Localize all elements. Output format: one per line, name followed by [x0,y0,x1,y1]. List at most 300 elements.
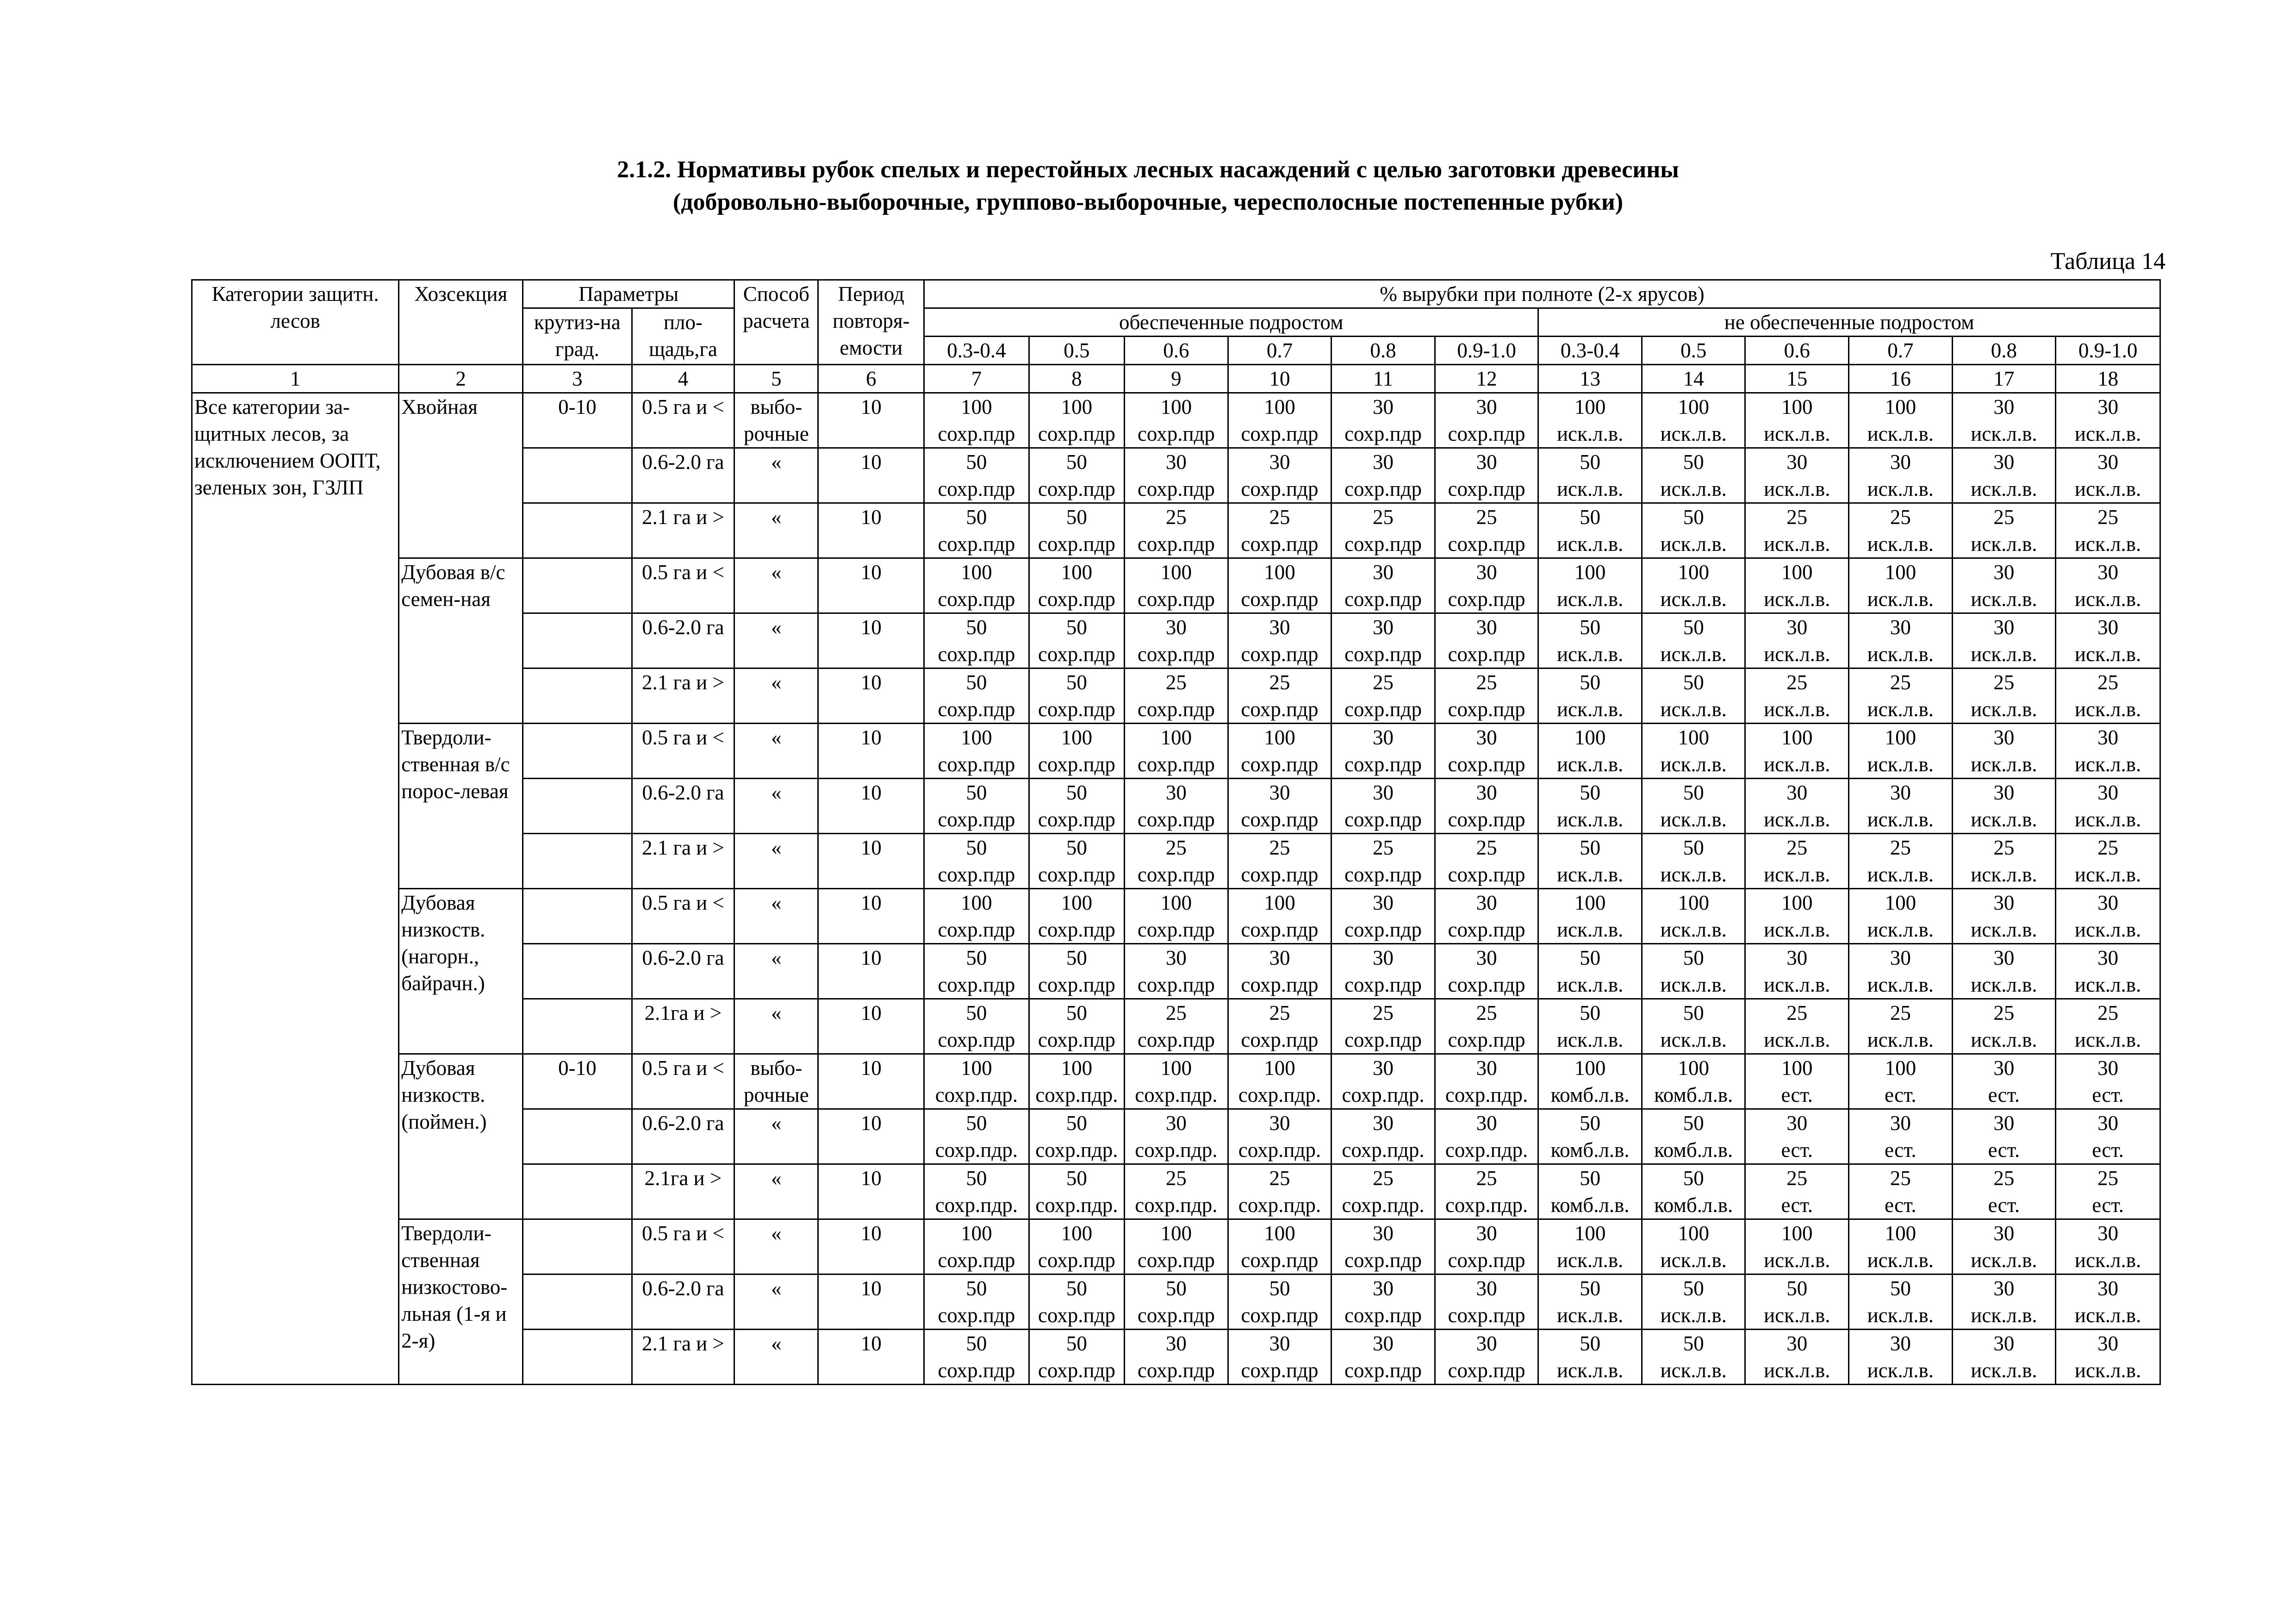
regeneration-method: сохр.пдр [1137,422,1215,445]
percent-cell [1228,393,1332,448]
percent-value: 30 [1993,1222,2015,1245]
percent-cell [1745,1109,1849,1164]
percent-value: 100 [1781,561,1813,584]
regeneration-method: сохр.пдр [1344,422,1422,445]
header-density: 0.5 [1029,337,1124,365]
percent-cell [1125,613,1228,668]
percent-cell [1029,668,1124,724]
regeneration-method: иск.л.в. [1556,753,1624,776]
percent-value: 25 [1993,671,2015,694]
percent-cell [1642,503,1745,558]
percent-value: 100 [1160,1222,1192,1245]
steepness-cell [523,503,632,558]
regeneration-method: ест. [1781,1138,1813,1162]
area-cell: 0.5 га и < [632,393,734,448]
percent-cell [1538,613,1642,668]
regeneration-method: иск.л.в. [1660,973,1727,996]
regeneration-method: иск.л.в. [1556,973,1624,996]
percent-cell [1435,503,1538,558]
percent-cell [1228,944,1332,999]
percent-cell [1228,668,1332,724]
regeneration-method: иск.л.в. [1764,477,1830,500]
percent-cell [1642,1109,1745,1164]
percent-cell [1228,779,1332,834]
percent-value: 50 [966,671,987,694]
steepness-cell [523,558,632,613]
steepness-cell [523,889,632,944]
percent-cell [1952,393,2056,448]
area-cell: 0.5 га и < [632,1219,734,1274]
percent-value: 25 [1786,1167,1808,1190]
percent-cell [1952,889,2056,944]
regeneration-method: ест. [1885,1138,1916,1162]
regeneration-method: иск.л.в. [1764,808,1830,831]
percent-cell [1952,834,2056,889]
method-cell: « [734,448,818,503]
percent-value: 50 [1683,1332,1704,1355]
percent-cell [1125,1054,1228,1109]
percent-value: 30 [1476,946,1497,969]
regeneration-method: сохр.пдр [1241,918,1319,941]
norms-table [191,279,2161,1385]
percent-cell [924,1054,1029,1109]
regeneration-method: сохр.пдр [1448,587,1525,611]
percent-value: 100 [1264,395,1295,418]
regeneration-method: ест. [1988,1138,2020,1162]
percent-cell [1538,999,1642,1054]
area-cell: 0.6-2.0 га [632,944,734,999]
percent-value: 30 [1993,891,2015,914]
percent-cell [1642,889,1745,944]
regeneration-method: иск.л.в. [1660,808,1727,831]
regeneration-method: сохр.пдр [1038,1028,1115,1051]
method-cell: выбо-рочные [734,393,818,448]
percent-cell [1538,1054,1642,1109]
percent-value: 25 [1476,836,1497,859]
regeneration-method: сохр.пдр [938,422,1015,445]
regeneration-method: сохр.пдр [1137,1028,1215,1051]
percent-value: 30 [2097,781,2119,804]
percent-cell [1642,1219,1745,1274]
percent-value: 25 [1890,1167,1911,1190]
percent-value: 30 [2097,395,2119,418]
regeneration-method: иск.л.в. [1764,698,1830,721]
regeneration-method: иск.л.в. [1764,918,1830,941]
area-cell: 0.5 га и < [632,558,734,613]
percent-cell [1029,448,1124,503]
regeneration-method: сохр.пдр [1137,698,1215,721]
percent-cell [1228,724,1332,779]
percent-value: 30 [2097,1056,2119,1080]
regeneration-method: иск.л.в. [1556,1359,1624,1382]
percent-value: 50 [966,450,987,474]
percent-cell [1125,1274,1228,1330]
method-cell: « [734,779,818,834]
regeneration-method: иск.л.в. [1556,422,1624,445]
regeneration-method: сохр.пдр [938,532,1015,556]
header-density: 0.9-1.0 [1435,337,1538,365]
regeneration-method: иск.л.в. [2074,918,2141,941]
percent-cell [1745,944,1849,999]
percent-cell [1435,1219,1538,1274]
regeneration-method: сохр.пдр. [1135,1138,1218,1162]
percent-cell [1538,393,1642,448]
percent-cell [1125,503,1228,558]
percent-value: 50 [1580,1332,1601,1355]
percent-value: 25 [1476,1001,1497,1024]
percent-cell [924,613,1029,668]
percent-value: 30 [1476,1112,1497,1135]
percent-value: 25 [1165,506,1187,529]
percent-value: 50 [1683,1001,1704,1024]
regeneration-method: сохр.пдр [1448,808,1525,831]
regeneration-method: иск.л.в. [2074,532,2141,556]
regeneration-method: иск.л.в. [1660,532,1727,556]
regeneration-method: иск.л.в. [2074,1304,2141,1327]
percent-value: 30 [1373,561,1394,584]
method-cell: « [734,889,818,944]
percent-value: 30 [1476,1222,1497,1245]
regeneration-method: сохр.пдр [1344,1359,1422,1382]
regeneration-method: сохр.пдр [1344,863,1422,886]
percent-value: 30 [1993,1332,2015,1355]
percent-value: 100 [1678,561,1709,584]
percent-value: 100 [1574,1056,1606,1080]
percent-value: 50 [1165,1277,1187,1300]
area-cell: 0.5 га и < [632,889,734,944]
regeneration-method: сохр.пдр [1241,1359,1319,1382]
percent-value: 30 [2097,1112,2119,1135]
regeneration-method: ест. [2092,1083,2124,1106]
percent-cell [2056,779,2160,834]
regeneration-method: иск.л.в. [2074,587,2141,611]
header-parameters: Параметры [523,280,734,308]
percent-value: 25 [1373,506,1394,529]
regeneration-method: иск.л.в. [1764,532,1830,556]
table-label: Таблица 14 [2050,248,2165,275]
percent-value: 50 [1683,616,1704,639]
steepness-cell [523,1109,632,1164]
regeneration-method: иск.л.в. [1867,1249,1934,1272]
percent-cell [1849,889,1953,944]
percent-value: 30 [1476,1056,1497,1080]
percent-cell [1435,393,1538,448]
regeneration-method: комб.л.в. [1550,1193,1630,1217]
regeneration-method: ест. [2092,1193,2124,1217]
percent-cell [1642,613,1745,668]
percent-cell [2056,503,2160,558]
percent-value: 100 [1678,726,1709,749]
percent-cell [1228,999,1332,1054]
percent-cell [2056,944,2160,999]
percent-cell [1125,999,1228,1054]
regeneration-method: иск.л.в. [1660,863,1727,886]
percent-cell [1332,944,1435,999]
regeneration-method: иск.л.в. [1971,1249,2037,1272]
percent-cell [1538,1219,1642,1274]
percent-cell [1642,1274,1745,1330]
percent-value: 100 [1574,726,1606,749]
percent-cell [1435,448,1538,503]
regeneration-method: иск.л.в. [1660,587,1727,611]
percent-value: 50 [966,506,987,529]
document-title: 2.1.2. Нормативы рубок спелых и перестойных лесных насаждений с целью заготовки древесины [617,156,1679,183]
area-cell: 0.6-2.0 га [632,1274,734,1330]
percent-value: 30 [1993,1277,2015,1300]
column-number: 12 [1435,365,1538,393]
regeneration-method: комб.л.в. [1550,1138,1630,1162]
regeneration-method: сохр.пдр [938,1359,1015,1382]
regeneration-method: иск.л.в. [2074,477,2141,500]
percent-value: 50 [1683,671,1704,694]
percent-cell [1435,724,1538,779]
percent-cell [1435,1054,1538,1109]
percent-cell [1849,393,1953,448]
regeneration-method: сохр.пдр [1038,477,1115,500]
percent-value: 25 [1373,1167,1394,1190]
regeneration-method: сохр.пдр [1448,918,1525,941]
percent-value: 30 [1890,946,1911,969]
percent-value: 30 [1269,781,1290,804]
percent-value: 100 [961,1056,992,1080]
percent-value: 50 [966,781,987,804]
regeneration-method: иск.л.в. [1556,532,1624,556]
percent-cell [1952,724,2056,779]
regeneration-method: иск.л.в. [1764,863,1830,886]
column-number: 15 [1745,365,1849,393]
regeneration-method: иск.л.в. [1971,477,2037,500]
regeneration-method: иск.л.в. [1764,1304,1830,1327]
percent-value: 50 [1683,836,1704,859]
regeneration-method: иск.л.в. [2074,1249,2141,1272]
header-percent: % вырубки при полноте (2-х ярусов) [924,280,2160,308]
percent-cell [1952,1330,2056,1385]
percent-cell [1435,999,1538,1054]
percent-value: 50 [966,616,987,639]
regeneration-method: сохр.пдр [1241,808,1319,831]
percent-value: 30 [2097,1222,2119,1245]
regeneration-method: сохр.пдр [1344,587,1422,611]
column-number: 10 [1228,365,1332,393]
regeneration-method: сохр.пдр [1448,643,1525,666]
percent-value: 30 [2097,616,2119,639]
percent-value: 25 [2097,1167,2119,1190]
header-density: 0.5 [1642,337,1745,365]
percent-value: 50 [966,1277,987,1300]
percent-cell [1642,944,1745,999]
percent-value: 50 [1683,946,1704,969]
regeneration-method: иск.л.в. [1660,1359,1727,1382]
percent-cell [1952,1219,2056,1274]
percent-cell [2056,1054,2160,1109]
percent-cell [1029,1219,1124,1274]
percent-value: 100 [1781,891,1813,914]
percent-value: 100 [1885,1222,1916,1245]
regeneration-method: сохр.пдр. [935,1193,1018,1217]
regeneration-method: сохр.пдр [1038,422,1115,445]
percent-value: 100 [961,1222,992,1245]
regeneration-method: иск.л.в. [1971,808,2037,831]
percent-cell [2056,668,2160,724]
steepness-cell [523,613,632,668]
percent-cell [1435,1164,1538,1219]
regeneration-method: комб.л.в. [1654,1083,1733,1106]
percent-cell [1029,1164,1124,1219]
regeneration-method: иск.л.в. [1764,587,1830,611]
method-cell: « [734,834,818,889]
header-method: Способ расчета [734,280,818,365]
percent-cell [1952,1054,2056,1109]
regeneration-method: сохр.пдр [1344,973,1422,996]
percent-cell [1125,448,1228,503]
percent-value: 100 [1781,1056,1813,1080]
percent-value: 25 [1476,1167,1497,1190]
percent-cell [1849,503,1953,558]
percent-value: 50 [966,946,987,969]
percent-cell [1435,944,1538,999]
percent-value: 30 [1165,946,1187,969]
column-number: 3 [523,365,632,393]
percent-value: 100 [1781,1222,1813,1245]
percent-value: 25 [1269,836,1290,859]
area-cell: 0.6-2.0 га [632,1109,734,1164]
regeneration-method: сохр.пдр [1038,1249,1115,1272]
percent-value: 30 [1373,781,1394,804]
header-period: Период повторя-емости [818,280,924,365]
percent-cell [1952,668,2056,724]
percent-value: 30 [1165,781,1187,804]
percent-value: 50 [1786,1277,1808,1300]
percent-cell [1125,1109,1228,1164]
percent-cell [1745,834,1849,889]
regeneration-method: сохр.пдр [1137,587,1215,611]
percent-cell [1029,1274,1124,1330]
regeneration-method: иск.л.в. [1867,753,1934,776]
header-hozsection: Хозсекция [399,280,523,365]
steepness-cell [523,448,632,503]
regeneration-method: ест. [1885,1193,1916,1217]
method-cell: « [734,613,818,668]
percent-value: 100 [1574,561,1606,584]
percent-value: 50 [966,1001,987,1024]
header-density: 0.3-0.4 [1538,337,1642,365]
percent-cell [1228,1164,1332,1219]
percent-cell [2056,613,2160,668]
percent-value: 30 [1786,1332,1808,1355]
table-row [192,724,2160,779]
percent-cell [1029,1330,1124,1385]
area-cell: 0.6-2.0 га [632,613,734,668]
regeneration-method: сохр.пдр [1137,532,1215,556]
percent-value: 100 [1574,395,1606,418]
regeneration-method: сохр.пдр [938,808,1015,831]
period-cell: 10 [818,668,924,724]
percent-value: 25 [1786,671,1808,694]
percent-value: 100 [1678,891,1709,914]
regeneration-method: иск.л.в. [1660,477,1727,500]
percent-value: 25 [1269,671,1290,694]
percent-cell [1538,834,1642,889]
percent-cell [2056,1330,2160,1385]
regeneration-method: сохр.пдр [1038,863,1115,886]
regeneration-method: ест. [1781,1083,1813,1106]
method-cell: « [734,944,818,999]
percent-value: 30 [1476,891,1497,914]
percent-value: 100 [1264,561,1295,584]
percent-cell [1029,393,1124,448]
percent-value: 25 [1786,1001,1808,1024]
percent-value: 25 [2097,506,2119,529]
regeneration-method: сохр.пдр [1241,1249,1319,1272]
percent-value: 25 [1890,1001,1911,1024]
percent-value: 30 [1993,1056,2015,1080]
percent-cell [1332,999,1435,1054]
percent-value: 50 [1066,616,1087,639]
percent-value: 50 [1580,1112,1601,1135]
regeneration-method: иск.л.в. [1660,1028,1727,1051]
percent-value: 30 [2097,450,2119,474]
regeneration-method: иск.л.в. [1556,1249,1624,1272]
percent-cell [1332,393,1435,448]
percent-cell [1228,834,1332,889]
percent-cell [1745,558,1849,613]
percent-cell [1538,1109,1642,1164]
percent-cell [924,724,1029,779]
percent-cell [1849,1330,1953,1385]
percent-cell [1125,724,1228,779]
percent-cell [1435,1330,1538,1385]
percent-cell [1228,613,1332,668]
header-steepness: крутиз-на град. [523,308,632,365]
method-cell: « [734,558,818,613]
percent-value: 50 [1066,1332,1087,1355]
column-number: 6 [818,365,924,393]
regeneration-method: сохр.пдр [1137,918,1215,941]
percent-cell [2056,889,2160,944]
percent-cell [1029,834,1124,889]
header-area: пло-щадь,га [632,308,734,365]
regeneration-method: сохр.пдр. [1238,1138,1321,1162]
regeneration-method: сохр.пдр [1344,1304,1422,1327]
percent-value: 100 [1678,395,1709,418]
percent-cell [2056,724,2160,779]
percent-value: 30 [1476,1277,1497,1300]
percent-value: 100 [1885,395,1916,418]
percent-value: 25 [1269,1167,1290,1190]
regeneration-method: сохр.пдр. [1342,1083,1425,1106]
table-row [192,1219,2160,1274]
percent-value: 25 [1165,1001,1187,1024]
regeneration-method: ест. [2092,1138,2124,1162]
percent-value: 30 [1165,616,1187,639]
percent-cell [1952,1274,2056,1330]
percent-value: 100 [1678,1222,1709,1245]
percent-cell [1332,503,1435,558]
regeneration-method: сохр.пдр [1448,973,1525,996]
percent-cell [1745,1274,1849,1330]
percent-value: 30 [1269,450,1290,474]
regeneration-method: иск.л.в. [2074,643,2141,666]
steepness-cell: 0-10 [523,393,632,448]
percent-cell [924,779,1029,834]
percent-cell [924,1274,1029,1330]
percent-value: 100 [1061,561,1093,584]
regeneration-method: сохр.пдр [1344,643,1422,666]
regeneration-method: сохр.пдр. [1035,1083,1118,1106]
percent-value: 50 [1066,1167,1087,1190]
regeneration-method: сохр.пдр. [1238,1083,1321,1106]
regeneration-method: сохр.пдр [1038,532,1115,556]
